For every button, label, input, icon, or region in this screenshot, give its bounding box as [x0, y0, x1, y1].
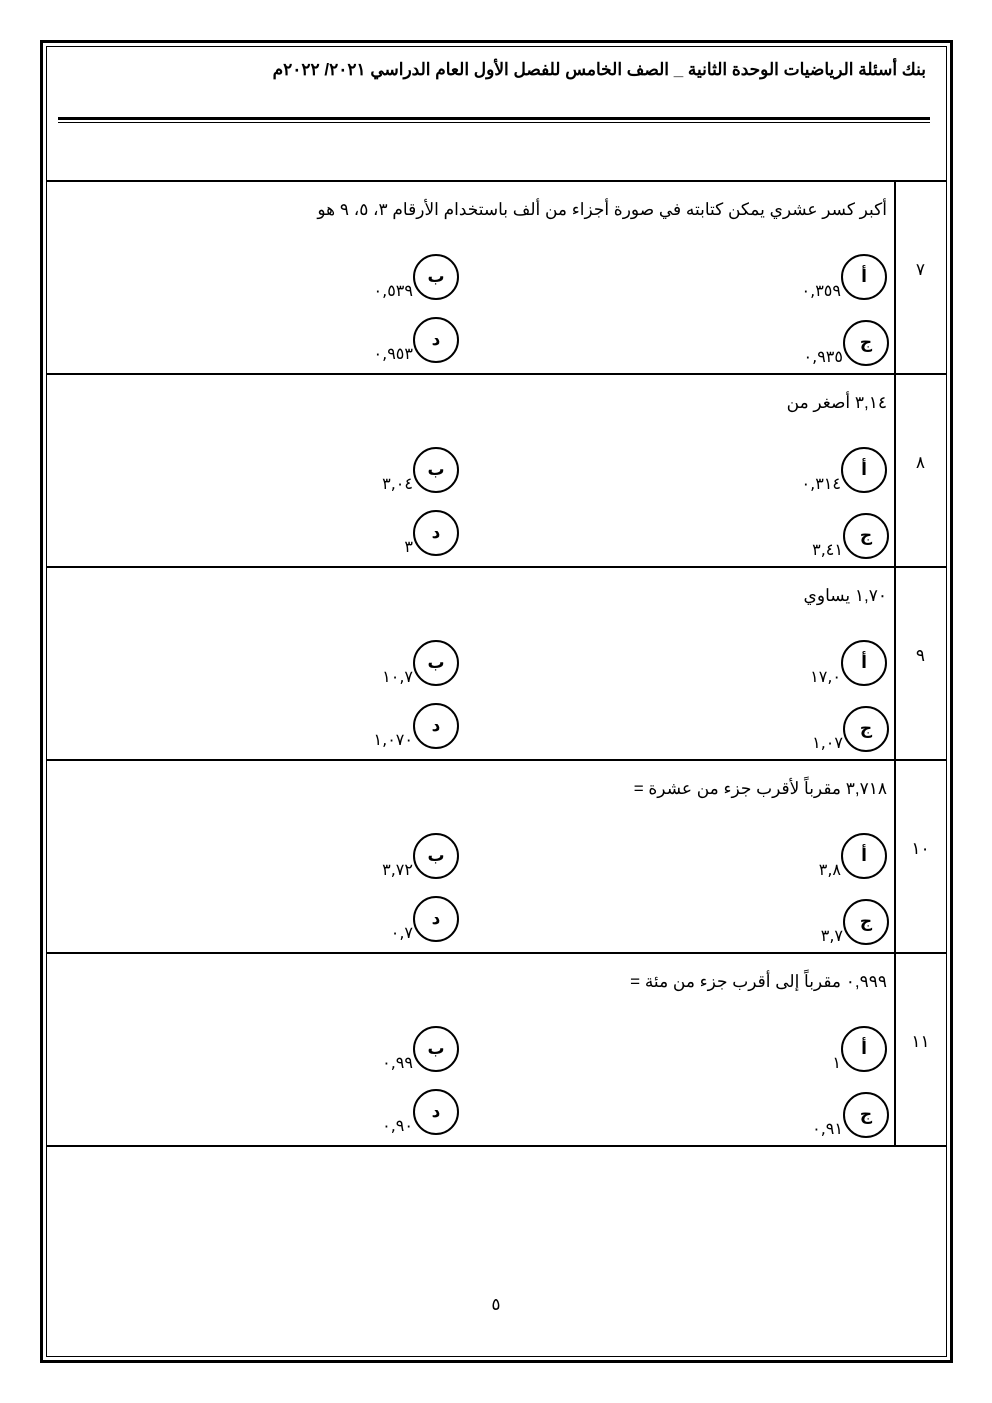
option-value: ٣,٤١ — [812, 539, 843, 559]
question-row — [46, 375, 947, 568]
option-letter-circle: د — [413, 896, 459, 942]
question-number: ٧ — [915, 260, 926, 280]
option-letter-circle: ب — [413, 640, 459, 686]
option-value: ١ — [832, 1052, 841, 1072]
question-number: ٩ — [915, 646, 926, 666]
option-value: ٠,٩١ — [812, 1118, 843, 1138]
option-d[interactable] — [382, 1089, 459, 1135]
option-b[interactable] — [382, 1026, 459, 1072]
option-value: ١٧,٠ — [810, 666, 841, 686]
question-number: ١٠ — [911, 839, 930, 859]
option-a[interactable] — [802, 447, 887, 493]
option-d[interactable] — [374, 317, 459, 363]
page-number: ٥ — [491, 1295, 501, 1315]
question-number-cell — [894, 568, 947, 759]
question-text: ٠,٩٩٩ مقرباً إلى أقرب جزء من مئة = — [630, 972, 887, 991]
option-letter-circle: د — [413, 510, 459, 556]
header-divider-thin — [58, 122, 930, 123]
option-letter-circle: ج — [843, 513, 889, 559]
question-text: ٣,١٤ أصغر من — [786, 393, 887, 412]
page-header: بنك أسئلة الرياضيات الوحدة الثانية _ الصف الخامس للفصل الأول العام الدراسي ٢٠٢١/ ٢٠٢٢م — [272, 60, 926, 79]
option-value: ٣,٨ — [818, 859, 841, 879]
question-row — [46, 182, 947, 375]
option-c[interactable] — [812, 706, 889, 752]
option-d[interactable] — [404, 510, 459, 556]
option-value: ٠,٩٩ — [382, 1052, 413, 1072]
question-text: أكبر كسر عشري يمكن كتابته في صورة أجزاء من ألف باستخدام الأرقام ٣، ٥، ٩ هو — [317, 200, 887, 219]
question-number-cell — [894, 375, 947, 566]
option-value: ٠,٥٣٩ — [373, 280, 413, 300]
option-letter-circle: د — [413, 317, 459, 363]
option-value: ٠,٩٥٣ — [373, 343, 413, 363]
option-a[interactable] — [810, 640, 887, 686]
option-letter-circle: أ — [841, 447, 887, 493]
option-a[interactable] — [832, 1026, 887, 1072]
option-letter-circle: ج — [843, 1092, 889, 1138]
option-letter-circle: ب — [413, 447, 459, 493]
option-c[interactable] — [812, 513, 889, 559]
question-number-cell — [894, 954, 947, 1145]
option-letter-circle: أ — [841, 254, 887, 300]
questions-table — [46, 180, 947, 1147]
option-a[interactable] — [819, 833, 887, 879]
option-b[interactable] — [382, 640, 459, 686]
option-c[interactable] — [804, 320, 889, 366]
option-value: ٠,٩٣٥ — [803, 346, 843, 366]
option-value: ٠,٣١٤ — [801, 473, 841, 493]
option-c[interactable] — [812, 1092, 889, 1138]
option-value: ٠,٩٠ — [382, 1115, 413, 1135]
option-letter-circle: د — [413, 703, 459, 749]
option-d[interactable] — [374, 703, 459, 749]
option-value: ٣,٧ — [820, 925, 843, 945]
question-text: ١,٧٠ يساوي — [803, 586, 887, 605]
option-b[interactable] — [374, 254, 459, 300]
option-value: ٣,٧٢ — [382, 859, 413, 879]
option-value: ١٠,٧ — [382, 666, 413, 686]
option-value: ٠,٧ — [390, 922, 413, 942]
option-value: ٣,٠٤ — [382, 473, 413, 493]
option-letter-circle: ج — [843, 320, 889, 366]
option-value: ١,٠٧٠ — [373, 729, 413, 749]
option-value: ١,٠٧ — [812, 732, 843, 752]
header-divider — [58, 117, 930, 120]
option-letter-circle: ب — [413, 254, 459, 300]
option-letter-circle: ب — [413, 833, 459, 879]
question-row — [46, 954, 947, 1147]
option-value: ٠,٣٥٩ — [801, 280, 841, 300]
question-row — [46, 761, 947, 954]
option-b[interactable] — [382, 447, 459, 493]
option-d[interactable] — [391, 896, 459, 942]
option-value: ٣ — [404, 536, 413, 556]
option-a[interactable] — [802, 254, 887, 300]
option-letter-circle: ب — [413, 1026, 459, 1072]
option-letter-circle: ج — [843, 706, 889, 752]
question-number: ١١ — [911, 1032, 930, 1052]
question-row — [46, 568, 947, 761]
option-letter-circle: ج — [843, 899, 889, 945]
question-number: ٨ — [915, 453, 926, 473]
question-number-cell — [894, 761, 947, 952]
option-letter-circle: أ — [841, 1026, 887, 1072]
option-letter-circle: أ — [841, 640, 887, 686]
question-text: ٣,٧١٨ مقرباً لأقرب جزء من عشرة = — [633, 779, 887, 798]
option-letter-circle: د — [413, 1089, 459, 1135]
option-letter-circle: أ — [841, 833, 887, 879]
question-number-cell — [894, 182, 947, 373]
option-b[interactable] — [382, 833, 459, 879]
option-c[interactable] — [821, 899, 889, 945]
